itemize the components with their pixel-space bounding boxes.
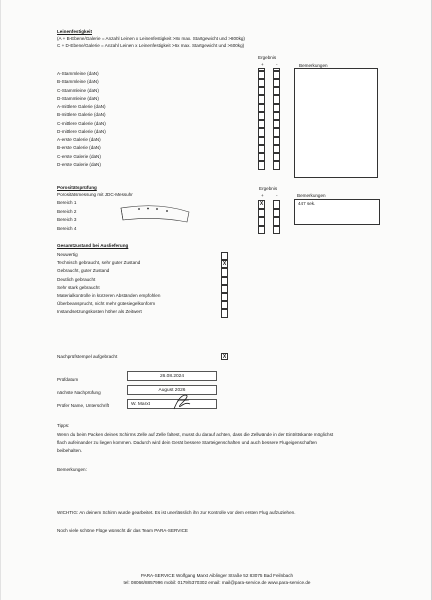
tips-line-1: Wenn du beim Packen deines Schirms Zelle auf Zelle faltest, musst du darauf achten, dass die Zellwände in der Eintrittskante möglichst	[57, 432, 334, 437]
porosity-plus-checkbox[interactable]	[258, 209, 265, 218]
tear-rule-ab: (A + B-Ebene/Galerie = Anzahl Leinen x Leinenfestigkeit >8x max. Startgewicht und >800kg)	[57, 36, 245, 41]
porosity-row-label: Bereich 4	[57, 225, 77, 231]
porosity-row-label: Bereich 2	[57, 208, 77, 214]
inspection-next-label: nächste Nachprüfung	[57, 390, 101, 395]
porosity-minus-checkbox[interactable]	[273, 200, 280, 209]
condition-item-label: Neuwertig	[57, 252, 78, 257]
condition-item-label: Materialkontrolle in kürzeren Abständen empfohlen	[57, 293, 161, 298]
tear-plus-checkbox[interactable]	[258, 112, 265, 120]
inspection-name-field[interactable]: W. Marxt	[127, 399, 217, 409]
porosity-plus-checkbox[interactable]: X	[259, 201, 264, 207]
tear-minus-checkbox[interactable]	[273, 145, 280, 153]
tear-row-label: C-mittlere Galerie (daN)	[57, 120, 106, 126]
tear-row-label: A-mittlere Galerie (daN)	[57, 104, 106, 109]
tear-row-label: D-Stammleine (daN)	[57, 95, 99, 101]
warning-text: WICHTIG: An deinem Schirm wurde gearbeitet. Es ist unerlässlich ihn zur Kontrolle vor dem ersten Flug aufzuziehen.	[57, 510, 296, 515]
porosity-remarks-label: Bemerkungen	[297, 193, 326, 198]
tear-plus-checkbox[interactable]	[258, 120, 265, 128]
porosity-minus-checkbox[interactable]	[273, 217, 280, 226]
tear-plus-checkbox[interactable]	[258, 79, 265, 87]
porosity-remarks-box[interactable]	[294, 199, 380, 225]
footer-contact: tel: 08066/8857996 mobil: 0179/5370302 email: mail@para-service.de www.para-service.de	[123, 580, 311, 585]
tear-plus-checkbox[interactable]	[258, 137, 265, 145]
tear-minus-checkbox[interactable]	[273, 128, 280, 136]
inspection-date-field[interactable]: 26.08.2024	[127, 371, 217, 381]
tear-heading: Leinenfestigkeit	[57, 29, 92, 34]
tear-row-label: A-erste Galerie (daN)	[57, 137, 101, 142]
tear-remarks-label: Bemerkungen	[299, 63, 328, 68]
condition-checkbox[interactable]	[221, 309, 228, 317]
porosity-plus-checkbox[interactable]	[258, 226, 265, 235]
tear-plus-checkbox[interactable]	[258, 153, 265, 161]
condition-checkbox[interactable]	[221, 285, 228, 293]
stamp-checkbox[interactable]: X	[222, 354, 227, 360]
tear-row-label: B-Stammleine (daN)	[57, 79, 99, 85]
tear-plus-checkbox[interactable]	[258, 95, 265, 103]
tear-minus-checkbox[interactable]	[273, 120, 280, 128]
tear-minus-checkbox[interactable]	[273, 112, 280, 120]
tear-plus-checkbox[interactable]	[258, 128, 265, 136]
tear-minus-checkbox[interactable]	[273, 153, 280, 161]
tear-plus-header-cell	[258, 68, 265, 71]
tips-line-2: flach aufeinander zu liegen kommen. Dadurch wird dein Gerät bessere Starteigenschaften und auch bessere Flugeigenschaften	[57, 440, 317, 445]
tear-row-label: A-Stammleine (daN)	[57, 71, 99, 76]
tear-row-label: D-mittlere Galerie (daN)	[57, 128, 106, 134]
tear-row-label: D-erste Galerie (daN)	[57, 161, 101, 167]
condition-item-label: Instandsetzungskosten höher als Zeitwert	[57, 309, 142, 315]
tear-minus-checkbox[interactable]	[273, 137, 280, 145]
inspection-date-label: Prüfdatum	[57, 377, 79, 382]
tear-plus-checkbox[interactable]	[258, 104, 265, 112]
tear-minus-checkbox[interactable]	[273, 161, 280, 169]
tear-result-label: Ergebnis	[258, 55, 277, 60]
tear-plus-checkbox[interactable]	[258, 71, 265, 79]
condition-checkbox[interactable]	[221, 268, 228, 276]
porosity-remark-value: 447 sek.	[298, 201, 316, 206]
porosity-minus-checkbox[interactable]	[273, 226, 280, 235]
porosity-row-label: Bereich 3	[57, 217, 77, 222]
tips-line-3: beibehalten.	[57, 448, 83, 453]
condition-item-label: Gebraucht, guter Zustand	[57, 268, 110, 274]
wing-diagram-icon	[119, 202, 193, 228]
porosity-minus-label: -	[276, 193, 278, 198]
stamp-label: Nachprüfstempel aufgebracht	[57, 354, 118, 359]
remarks-heading: Bemerkungen:	[57, 467, 87, 472]
porosity-plus-checkbox[interactable]	[258, 217, 265, 226]
condition-item-label: Technisch gebraucht, sehr guter Zustand	[57, 260, 141, 266]
tear-minus-checkbox[interactable]	[273, 71, 280, 79]
porosity-plus-label: +	[261, 193, 264, 198]
tear-row-label: B-erste Galerie (daN)	[57, 145, 101, 151]
condition-item-label: Überbeansprucht, nicht mehr gütesiegelkonform	[57, 301, 156, 307]
tear-minus-checkbox[interactable]	[273, 104, 280, 112]
tear-minus-label: -	[276, 62, 278, 67]
tear-plus-checkbox[interactable]	[258, 87, 265, 95]
condition-checkbox[interactable]	[221, 277, 228, 285]
footer-address: PARA-SERVICE Wolfgang Marxt Aiblinger Straße 52 83075 Bad Feilnbach	[140, 573, 294, 578]
tear-plus-label: +	[261, 62, 264, 67]
inspection-name-label: Prüfer Name, Unterschrift	[57, 403, 110, 408]
inspection-next-field[interactable]: August 2026	[127, 385, 217, 395]
tips-heading: Tipps:	[57, 423, 70, 428]
condition-item-label: Sehr stark gebraucht	[57, 284, 100, 290]
condition-checkbox[interactable]	[221, 293, 228, 301]
tear-minus-checkbox[interactable]	[273, 87, 280, 95]
tear-rule-cd: C + D-Ebene/Galerie = Anzahl Leinen x Leinenfestigkeit >6x max. Startgewicht und >600kg)	[57, 43, 245, 48]
tear-remarks-box[interactable]	[294, 68, 378, 178]
tear-minus-checkbox[interactable]	[273, 95, 280, 103]
condition-checkbox[interactable]: X	[222, 261, 227, 268]
tear-plus-checkbox[interactable]	[258, 161, 265, 169]
porosity-sub: Porositätsmessung mit JDC-Messuhr	[57, 192, 133, 197]
tear-minus-checkbox[interactable]	[273, 79, 280, 87]
porosity-result-label: Ergebnis	[259, 186, 278, 191]
porosity-row-label: Bereich 1	[57, 200, 77, 205]
porosity-heading: Porositätsprüfung	[57, 185, 97, 190]
tear-minus-header-cell	[273, 68, 280, 71]
tear-row-label: C-Stammleine (daN)	[57, 87, 99, 93]
tear-plus-checkbox[interactable]	[258, 145, 265, 153]
signature-icon	[171, 392, 193, 412]
tear-row-label: C-erste Galerie (daN)	[57, 153, 101, 159]
wishes-text: Noch viele schöne Flüge wünscht dir das Team PARA-SERVICE	[57, 528, 188, 533]
condition-heading: Gesamtzustand bei Auslieferung	[57, 243, 129, 248]
condition-checkbox[interactable]	[221, 252, 228, 260]
tear-row-label: B-mittlere Galerie (daN)	[57, 112, 106, 118]
condition-item-label: Deutlich gebraucht	[57, 276, 96, 282]
condition-checkbox[interactable]	[221, 301, 228, 309]
porosity-minus-checkbox[interactable]	[273, 209, 280, 218]
